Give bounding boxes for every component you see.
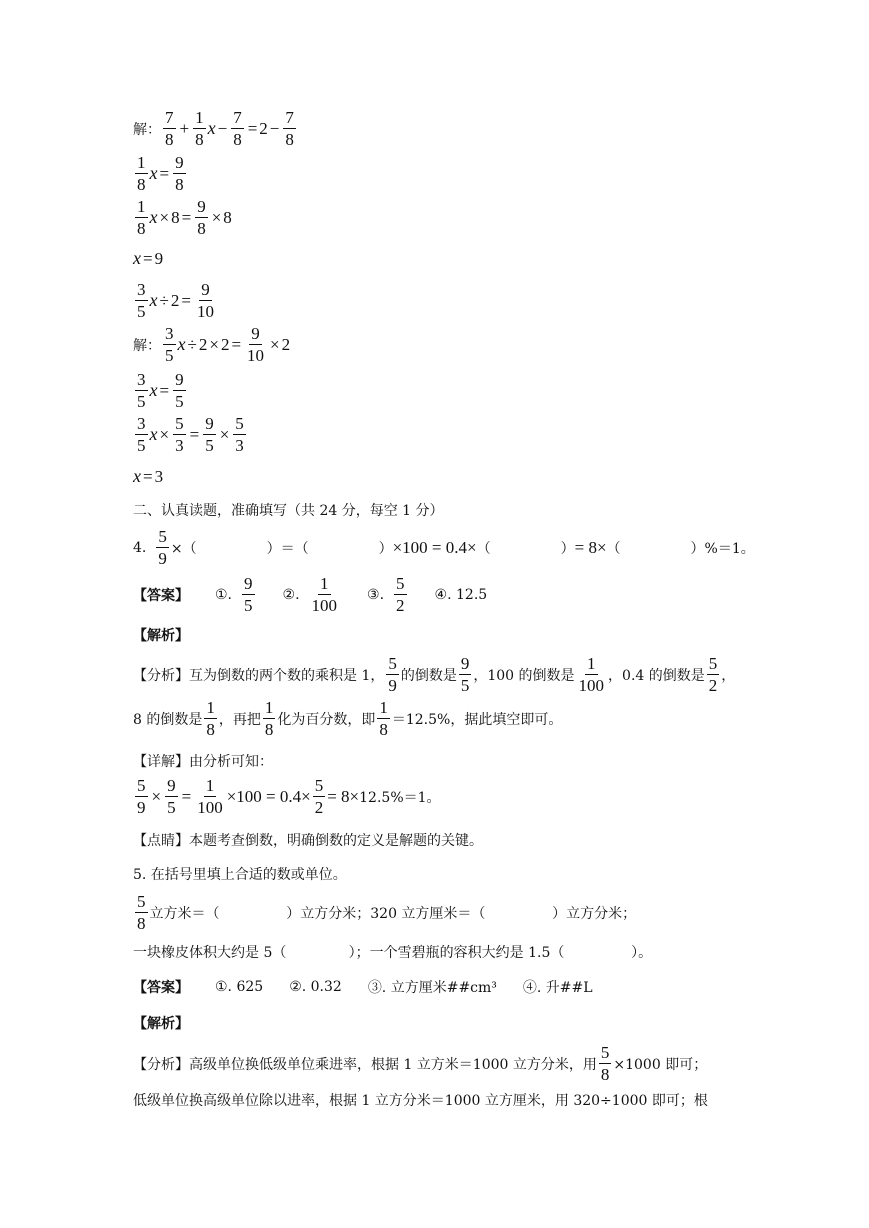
question-5: 5. 在括号里填上合适的数或单位。 — [133, 867, 347, 883]
solution2-line2: 解： $\frac{3}{5}$ x ÷ 2 × 2 = $\frac{9}{10}$ × 2 — [133, 324, 291, 365]
fraction: $\frac{7}{8}$ — [285, 108, 294, 149]
fraction: $\frac{1}{8}$ — [137, 153, 146, 194]
q4-analysis-line2: 8 的倒数是 $\frac{1}{8}$ ，再把 $\frac{1}{8}$ 化为百分数，即 $\frac{1}{8}$ ＝12.5%，据此填空即可。 — [133, 698, 563, 739]
fraction: $\frac{1}{8}$ — [206, 698, 215, 739]
fraction: $\frac{9}{5}$ — [175, 370, 184, 411]
fraction: $\frac{5}{3}$ — [235, 414, 244, 455]
fraction: $\frac{9}{10}$ — [247, 324, 265, 365]
fraction: $\frac{9}{5}$ — [244, 574, 253, 615]
fraction: $\frac{5}{2}$ — [708, 654, 718, 695]
solution2-line1: $\frac{3}{5}$ x ÷ 2 = $\frac{9}{10}$ — [137, 280, 214, 321]
fraction: $\frac{3}{5}$ — [137, 414, 146, 455]
solution-label: 解： — [133, 337, 161, 354]
fraction: $\frac{9}{5}$ — [167, 776, 176, 817]
fraction: $\frac{5}{9}$ — [388, 654, 397, 695]
fraction: $\frac{7}{8}$ — [233, 108, 242, 149]
q5-analysis-line2: 低级单位换高级单位除以进率，根据 1 立方分米＝1000 立方厘米，用 320÷1000 即可；根 — [133, 1093, 708, 1109]
fraction: $\frac{5}{3}$ — [175, 414, 184, 455]
fraction: $\frac{5}{8}$ — [600, 1043, 610, 1084]
q5-line1: $\frac{5}{8}$ 立方米＝（ ）立方分米；320 立方厘米＝（ ）立方分米； — [137, 892, 637, 933]
q5-answer: 【答案】 ①. 625 ②. 0.32 ③. 立方厘米##cm³ ④. 升##L — [133, 979, 593, 996]
fraction: $\frac{3}{5}$ — [137, 280, 146, 321]
solution1-line1: 解： $\frac{7}{8}$ + $\frac{1}{8}$ x − $\frac{7}{8}$ = 2 − $\frac{7}{8}$ — [133, 108, 294, 149]
solution1-line2: $\frac{1}{8}$ x = $\frac{9}{8}$ — [137, 153, 184, 194]
q4-jiexi: 【解析】 — [133, 628, 189, 644]
q4-answer: 【答案】 ①. $\frac{9}{5}$ ②. $\frac{1}{100}$ ③. $\frac{5}{2}$ ④. 12.5 — [133, 574, 488, 615]
solution1-line4: x = 9 — [133, 248, 164, 268]
fraction: $\frac{5}{9}$ — [137, 776, 146, 817]
fraction: $\frac{1}{100}$ — [578, 654, 605, 695]
q4-detail-label: 【详解】由分析可知： — [133, 754, 273, 770]
fraction: $\frac{9}{5}$ — [205, 414, 214, 455]
fraction: $\frac{5}{8}$ — [137, 892, 146, 933]
question-4: 4. $\frac{5}{9}$ ×（ ）＝（ ） ×100 = 0.4× （ ） = 8× （ ）%＝1。 — [133, 527, 755, 568]
fraction: $\frac{1}{8}$ — [264, 698, 274, 739]
fraction: $\frac{9}{8}$ — [175, 153, 184, 194]
fraction: $\frac{9}{10}$ — [196, 280, 214, 321]
fraction: $\frac{9}{5}$ — [460, 654, 470, 695]
fraction: $\frac{3}{5}$ — [165, 324, 174, 365]
q5-jiexi: 【解析】 — [133, 1016, 189, 1032]
q5-line2: 一块橡皮体积大约是 5（ ）；一个雪碧瓶的容积大约是 1.5（ ）。 — [133, 945, 653, 961]
fraction: $\frac{5}{9}$ — [158, 527, 167, 568]
fraction: $\frac{1}{8}$ — [195, 108, 204, 149]
fraction: $\frac{5}{2}$ — [314, 776, 324, 817]
fraction: $\frac{3}{5}$ — [137, 370, 146, 411]
question-number: 4. — [133, 539, 147, 556]
solution-label: 解： — [133, 121, 161, 138]
fraction: $\frac{1}{8}$ — [137, 197, 146, 238]
section-title: 二、认真读题，准确填写（共 24 分，每空 1 分） — [133, 503, 444, 519]
fraction: $\frac{1}{100}$ — [311, 574, 338, 615]
solution2-line3: $\frac{3}{5}$ x = $\frac{9}{5}$ — [137, 370, 184, 411]
solution1-line3: $\frac{1}{8}$ x × 8 = $\frac{9}{8}$ × 8 — [137, 197, 232, 238]
fraction: $\frac{9}{8}$ — [197, 197, 206, 238]
q5-analysis-line1: 【分析】高级单位换低级单位乘进率，根据 1 立方米＝1000 立方分米，用 $\frac{5}{8}$ ×1000 即可； — [133, 1043, 708, 1084]
fraction: $\frac{7}{8}$ — [165, 108, 174, 149]
q4-analysis-line1: 【分析】互为倒数的两个数的乘积是 1， $\frac{5}{9}$ 的倒数是 $\frac{9}{5}$ ，100 的倒数是 $\frac{1}{100}$ ，0.4 的倒数是 $\frac{5}{2}$ ， — [133, 654, 736, 695]
q4-comment: 【点睛】本题考查倒数，明确倒数的定义是解题的关键。 — [133, 833, 483, 849]
q4-detail-equation: $\frac{5}{9}$ × $\frac{9}{5}$ = $\frac{1}{100}$ ×100 = 0.4× $\frac{5}{2}$ = 8× 12.5%＝1。 — [137, 776, 441, 817]
fraction: $\frac{1}{100}$ — [197, 776, 223, 817]
fraction: $\frac{5}{2}$ — [396, 574, 405, 615]
solution2-line4: $\frac{3}{5}$ x × $\frac{5}{3}$ = $\frac{9}{5}$ × $\frac{5}{3}$ — [137, 414, 244, 455]
fraction: $\frac{1}{8}$ — [379, 698, 388, 739]
solution2-line5: x = 3 — [133, 466, 164, 486]
